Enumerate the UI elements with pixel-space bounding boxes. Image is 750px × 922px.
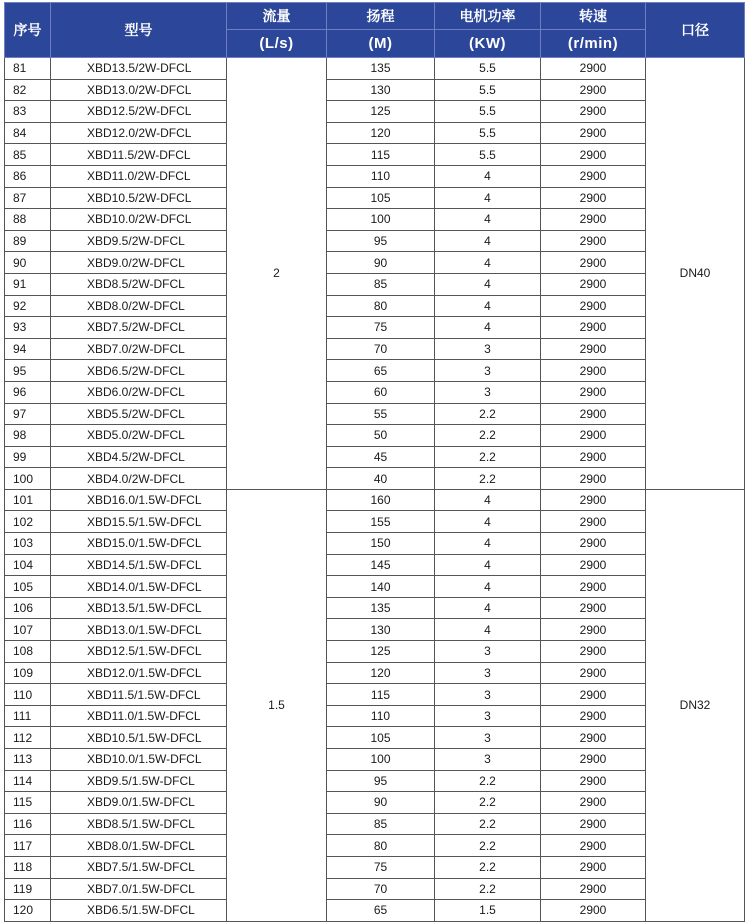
table-row (5, 338, 745, 360)
cell-speed: 2900 (541, 533, 646, 555)
table-row (5, 597, 745, 619)
table-row (5, 381, 745, 403)
cell-flow: 2 (227, 58, 327, 490)
cell-flow: 1.5 (227, 489, 327, 921)
cell-power: 3 (435, 338, 541, 360)
cell-power: 4 (435, 165, 541, 187)
cell-model: XBD14.0/1.5W-DFCL (51, 576, 227, 598)
header-model: 型号 (51, 3, 227, 58)
cell-head: 105 (327, 187, 435, 209)
header-head-unit: (M) (327, 30, 435, 58)
cell-speed: 2900 (541, 122, 646, 144)
table-row (5, 727, 745, 749)
cell-power: 2.2 (435, 403, 541, 425)
header-flow: 流量 (227, 3, 327, 30)
cell-no: 81 (5, 58, 51, 80)
table-row (5, 705, 745, 727)
table-body (5, 58, 745, 922)
cell-speed: 2900 (541, 878, 646, 900)
cell-no: 115 (5, 792, 51, 814)
header-head: 扬程 (327, 3, 435, 30)
cell-power: 3 (435, 684, 541, 706)
cell-head: 95 (327, 770, 435, 792)
cell-model: XBD5.0/2W-DFCL (51, 425, 227, 447)
table-row (5, 684, 745, 706)
cell-model: XBD7.0/2W-DFCL (51, 338, 227, 360)
cell-speed: 2900 (541, 641, 646, 663)
cell-power: 4 (435, 230, 541, 252)
cell-head: 65 (327, 360, 435, 382)
cell-model: XBD10.5/1.5W-DFCL (51, 727, 227, 749)
cell-model: XBD5.5/2W-DFCL (51, 403, 227, 425)
cell-model: XBD15.0/1.5W-DFCL (51, 533, 227, 555)
cell-no: 95 (5, 360, 51, 382)
cell-head: 115 (327, 684, 435, 706)
cell-head: 135 (327, 58, 435, 80)
cell-no: 107 (5, 619, 51, 641)
cell-speed: 2900 (541, 749, 646, 771)
table-row (5, 252, 745, 274)
cell-no: 114 (5, 770, 51, 792)
table-row (5, 58, 745, 80)
cell-head: 120 (327, 122, 435, 144)
cell-power: 2.2 (435, 792, 541, 814)
cell-no: 105 (5, 576, 51, 598)
cell-no: 117 (5, 835, 51, 857)
cell-speed: 2900 (541, 597, 646, 619)
pump-spec-table (4, 2, 745, 922)
cell-model: XBD12.5/1.5W-DFCL (51, 641, 227, 663)
cell-head: 110 (327, 705, 435, 727)
cell-head: 120 (327, 662, 435, 684)
cell-model: XBD16.0/1.5W-DFCL (51, 489, 227, 511)
cell-no: 111 (5, 705, 51, 727)
cell-power: 2.2 (435, 770, 541, 792)
table-row (5, 165, 745, 187)
spec-table-container (4, 2, 745, 922)
cell-power: 2.2 (435, 878, 541, 900)
cell-no: 96 (5, 381, 51, 403)
cell-power: 5.5 (435, 101, 541, 123)
cell-power: 4 (435, 187, 541, 209)
cell-head: 125 (327, 641, 435, 663)
table-row (5, 425, 745, 447)
cell-power: 2.2 (435, 835, 541, 857)
table-row (5, 792, 745, 814)
cell-head: 90 (327, 252, 435, 274)
cell-no: 100 (5, 468, 51, 490)
cell-model: XBD6.5/2W-DFCL (51, 360, 227, 382)
cell-no: 113 (5, 749, 51, 771)
cell-head: 40 (327, 468, 435, 490)
cell-model: XBD9.5/2W-DFCL (51, 230, 227, 252)
cell-head: 130 (327, 619, 435, 641)
cell-model: XBD15.5/1.5W-DFCL (51, 511, 227, 533)
table-row (5, 273, 745, 295)
table-row (5, 641, 745, 663)
table-row (5, 878, 745, 900)
cell-no: 116 (5, 813, 51, 835)
cell-no: 90 (5, 252, 51, 274)
header-power-unit: (KW) (435, 30, 541, 58)
cell-power: 4 (435, 317, 541, 339)
table-row (5, 770, 745, 792)
table-row (5, 144, 745, 166)
cell-model: XBD4.0/2W-DFCL (51, 468, 227, 490)
cell-speed: 2900 (541, 101, 646, 123)
cell-model: XBD9.5/1.5W-DFCL (51, 770, 227, 792)
cell-model: XBD12.0/1.5W-DFCL (51, 662, 227, 684)
cell-speed: 2900 (541, 58, 646, 80)
cell-speed: 2900 (541, 79, 646, 101)
cell-speed: 2900 (541, 576, 646, 598)
table-row (5, 619, 745, 641)
cell-model: XBD8.5/2W-DFCL (51, 273, 227, 295)
cell-speed: 2900 (541, 187, 646, 209)
cell-head: 95 (327, 230, 435, 252)
cell-speed: 2900 (541, 900, 646, 922)
cell-no: 119 (5, 878, 51, 900)
cell-head: 65 (327, 900, 435, 922)
table-row (5, 360, 745, 382)
cell-power: 4 (435, 619, 541, 641)
cell-model: XBD13.5/2W-DFCL (51, 58, 227, 80)
table-row (5, 489, 745, 511)
cell-power: 5.5 (435, 79, 541, 101)
cell-no: 97 (5, 403, 51, 425)
cell-power: 1.5 (435, 900, 541, 922)
cell-power: 4 (435, 209, 541, 231)
cell-diameter: DN32 (646, 489, 745, 921)
cell-speed: 2900 (541, 511, 646, 533)
cell-speed: 2900 (541, 209, 646, 231)
cell-power: 4 (435, 554, 541, 576)
cell-power: 4 (435, 597, 541, 619)
cell-power: 5.5 (435, 122, 541, 144)
cell-speed: 2900 (541, 554, 646, 576)
cell-no: 110 (5, 684, 51, 706)
cell-no: 112 (5, 727, 51, 749)
cell-power: 2.2 (435, 856, 541, 878)
cell-no: 104 (5, 554, 51, 576)
table-row (5, 813, 745, 835)
header-power: 电机功率 (435, 3, 541, 30)
cell-speed: 2900 (541, 705, 646, 727)
cell-head: 50 (327, 425, 435, 447)
cell-no: 83 (5, 101, 51, 123)
table-row (5, 317, 745, 339)
cell-speed: 2900 (541, 662, 646, 684)
cell-model: XBD13.0/1.5W-DFCL (51, 619, 227, 641)
table-row (5, 468, 745, 490)
cell-speed: 2900 (541, 792, 646, 814)
cell-head: 105 (327, 727, 435, 749)
cell-head: 90 (327, 792, 435, 814)
cell-power: 4 (435, 252, 541, 274)
cell-speed: 2900 (541, 403, 646, 425)
cell-head: 55 (327, 403, 435, 425)
cell-speed: 2900 (541, 489, 646, 511)
header-row-titles (5, 3, 745, 30)
table-row (5, 230, 745, 252)
cell-no: 86 (5, 165, 51, 187)
cell-speed: 2900 (541, 338, 646, 360)
cell-no: 109 (5, 662, 51, 684)
cell-model: XBD7.0/1.5W-DFCL (51, 878, 227, 900)
cell-power: 3 (435, 662, 541, 684)
cell-head: 80 (327, 295, 435, 317)
cell-head: 160 (327, 489, 435, 511)
cell-no: 108 (5, 641, 51, 663)
cell-no: 94 (5, 338, 51, 360)
cell-speed: 2900 (541, 230, 646, 252)
cell-head: 150 (327, 533, 435, 555)
cell-speed: 2900 (541, 446, 646, 468)
cell-speed: 2900 (541, 727, 646, 749)
cell-power: 4 (435, 273, 541, 295)
cell-head: 115 (327, 144, 435, 166)
cell-speed: 2900 (541, 165, 646, 187)
cell-head: 75 (327, 317, 435, 339)
cell-speed: 2900 (541, 770, 646, 792)
cell-no: 106 (5, 597, 51, 619)
cell-power: 4 (435, 511, 541, 533)
cell-head: 100 (327, 209, 435, 231)
cell-model: XBD11.0/1.5W-DFCL (51, 705, 227, 727)
cell-speed: 2900 (541, 317, 646, 339)
cell-no: 103 (5, 533, 51, 555)
header-flow-unit: (L/s) (227, 30, 327, 58)
cell-speed: 2900 (541, 856, 646, 878)
cell-power: 2.2 (435, 425, 541, 447)
cell-power: 3 (435, 360, 541, 382)
cell-speed: 2900 (541, 360, 646, 382)
cell-model: XBD10.5/2W-DFCL (51, 187, 227, 209)
table-row (5, 209, 745, 231)
cell-no: 82 (5, 79, 51, 101)
table-row (5, 79, 745, 101)
cell-head: 100 (327, 749, 435, 771)
cell-speed: 2900 (541, 619, 646, 641)
cell-model: XBD7.5/2W-DFCL (51, 317, 227, 339)
cell-head: 45 (327, 446, 435, 468)
cell-power: 3 (435, 381, 541, 403)
cell-no: 93 (5, 317, 51, 339)
cell-head: 155 (327, 511, 435, 533)
cell-head: 80 (327, 835, 435, 857)
cell-no: 101 (5, 489, 51, 511)
cell-no: 85 (5, 144, 51, 166)
table-row (5, 122, 745, 144)
cell-model: XBD6.5/1.5W-DFCL (51, 900, 227, 922)
cell-model: XBD13.0/2W-DFCL (51, 79, 227, 101)
header-speed: 转速 (541, 3, 646, 30)
table-row (5, 511, 745, 533)
cell-no: 98 (5, 425, 51, 447)
cell-power: 3 (435, 727, 541, 749)
cell-model: XBD11.0/2W-DFCL (51, 165, 227, 187)
table-header (5, 3, 745, 58)
cell-no: 87 (5, 187, 51, 209)
cell-model: XBD12.5/2W-DFCL (51, 101, 227, 123)
cell-power: 2.2 (435, 446, 541, 468)
cell-head: 85 (327, 273, 435, 295)
header-speed-unit: (r/min) (541, 30, 646, 58)
table-row (5, 295, 745, 317)
cell-model: XBD10.0/2W-DFCL (51, 209, 227, 231)
cell-speed: 2900 (541, 381, 646, 403)
cell-speed: 2900 (541, 295, 646, 317)
cell-model: XBD8.0/1.5W-DFCL (51, 835, 227, 857)
header-diameter: 口径 (646, 3, 745, 58)
cell-model: XBD14.5/1.5W-DFCL (51, 554, 227, 576)
cell-speed: 2900 (541, 468, 646, 490)
cell-power: 2.2 (435, 813, 541, 835)
cell-head: 135 (327, 597, 435, 619)
cell-no: 89 (5, 230, 51, 252)
header-no: 序号 (5, 3, 51, 58)
cell-power: 4 (435, 576, 541, 598)
cell-power: 4 (435, 533, 541, 555)
cell-diameter: DN40 (646, 58, 745, 490)
table-row (5, 533, 745, 555)
cell-no: 84 (5, 122, 51, 144)
cell-model: XBD9.0/1.5W-DFCL (51, 792, 227, 814)
cell-model: XBD7.5/1.5W-DFCL (51, 856, 227, 878)
cell-no: 118 (5, 856, 51, 878)
table-row (5, 749, 745, 771)
cell-power: 3 (435, 705, 541, 727)
cell-no: 102 (5, 511, 51, 533)
table-row (5, 576, 745, 598)
cell-model: XBD8.0/2W-DFCL (51, 295, 227, 317)
cell-head: 110 (327, 165, 435, 187)
cell-power: 4 (435, 489, 541, 511)
cell-no: 92 (5, 295, 51, 317)
cell-power: 3 (435, 641, 541, 663)
table-row (5, 662, 745, 684)
cell-head: 70 (327, 878, 435, 900)
cell-power: 3 (435, 749, 541, 771)
cell-speed: 2900 (541, 684, 646, 706)
cell-model: XBD8.5/1.5W-DFCL (51, 813, 227, 835)
table-row (5, 101, 745, 123)
cell-head: 70 (327, 338, 435, 360)
table-row (5, 403, 745, 425)
table-row (5, 554, 745, 576)
cell-power: 4 (435, 295, 541, 317)
cell-speed: 2900 (541, 813, 646, 835)
cell-model: XBD6.0/2W-DFCL (51, 381, 227, 403)
cell-model: XBD11.5/2W-DFCL (51, 144, 227, 166)
cell-power: 5.5 (435, 144, 541, 166)
cell-model: XBD10.0/1.5W-DFCL (51, 749, 227, 771)
cell-head: 85 (327, 813, 435, 835)
cell-speed: 2900 (541, 425, 646, 447)
cell-head: 75 (327, 856, 435, 878)
cell-model: XBD13.5/1.5W-DFCL (51, 597, 227, 619)
cell-speed: 2900 (541, 252, 646, 274)
table-row (5, 856, 745, 878)
cell-power: 5.5 (435, 58, 541, 80)
cell-speed: 2900 (541, 144, 646, 166)
cell-power: 2.2 (435, 468, 541, 490)
cell-head: 145 (327, 554, 435, 576)
cell-no: 91 (5, 273, 51, 295)
cell-model: XBD12.0/2W-DFCL (51, 122, 227, 144)
cell-head: 125 (327, 101, 435, 123)
cell-no: 88 (5, 209, 51, 231)
cell-head: 130 (327, 79, 435, 101)
cell-head: 140 (327, 576, 435, 598)
cell-no: 99 (5, 446, 51, 468)
table-row (5, 187, 745, 209)
cell-model: XBD11.5/1.5W-DFCL (51, 684, 227, 706)
cell-model: XBD9.0/2W-DFCL (51, 252, 227, 274)
cell-head: 60 (327, 381, 435, 403)
table-row (5, 446, 745, 468)
cell-speed: 2900 (541, 273, 646, 295)
cell-speed: 2900 (541, 835, 646, 857)
table-row (5, 835, 745, 857)
cell-model: XBD4.5/2W-DFCL (51, 446, 227, 468)
cell-no: 120 (5, 900, 51, 922)
table-row (5, 900, 745, 922)
